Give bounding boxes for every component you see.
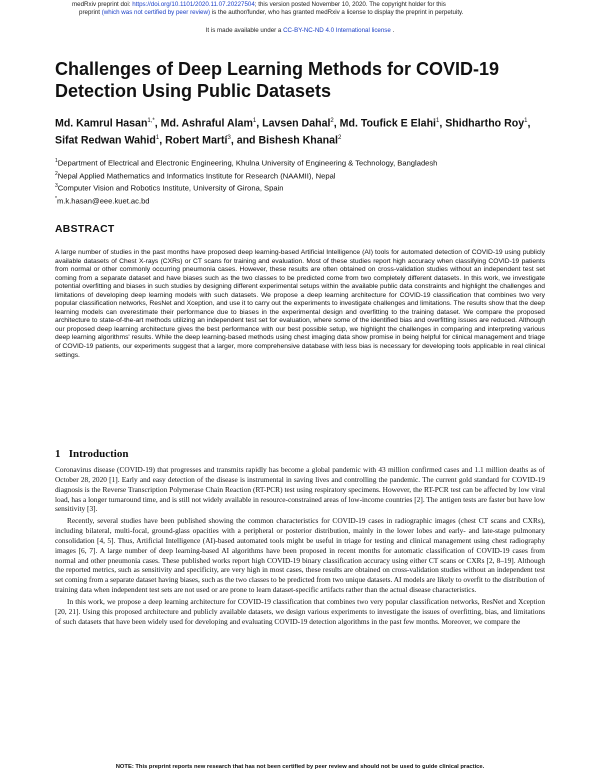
author-name: Sifat Redwan Wahid <box>55 134 156 147</box>
affiliation-item: $^3$Computer Vision and Robotics Institute, University of Girona, Spain <box>55 183 284 193</box>
paragraph: Coronavirus disease (COVID-19) that progresses and transmits rapidly has become a global pandemic with 43 million confirmed cases and 1.1 million deaths as of October 28, 2020 [1]. Early and easy detection of the disease is instrumental in saving lives and controlling the pandemic. The current gold standard for COVID-19 diagnosis is the Reverse Transcription Polymerase Chain Reaction (RT-PCR) test using respiratory specimens. However, the RT-PCR test can be affected by low viral load, has a longer turnaround time, and is still not widely available in resource-constrained areas of low-income countries [2]. The antigen tests are faster but have low sensitivity [3]. <box>55 465 545 514</box>
author-name: Lavsen Dahal <box>262 117 331 130</box>
peer-review-note: (which was not certified by peer review) <box>101 9 211 16</box>
header-line-license: It is made available under a CC-BY-NC-ND 4.0 International license . <box>205 27 395 34</box>
section-heading-introduction <box>55 448 128 460</box>
doi-link[interactable]: https://doi.org/10.1101/2020.11.07.20227504 <box>132 1 255 8</box>
corresponding-email: *m.k.hasan@eee.kuet.ac.bd <box>55 195 150 206</box>
paragraph: Recently, several studies have been published showing the common characteristics for COVID-19 cases in radiographic images (chest CT scans and CXRs), including bilateral, multi-focal, ground-glass opacities with a peripheral or posterior distribution, mainly in the lower lobes and early- and late-stage pulmonary consolidation [4, 5]. Thus, Artificial Intelligence (AI)-based automated tools might be useful in triage for testing and clinical management using chest radiography images [6, 7]. A large number of deep learning-based AI algorithms have been proposed in recent months for automatic classification of COVID-19 cases from normal and other pneumonia cases. These published works report high COVID-19 binary classification accuracy using either CT scans or CXRs [2, 8–19]. Although the reported metrics, such as sensitivity and specificity, are very high in most cases, these results are obtained on cross-validation studies without an independent test set coming from a separate dataset having biases, such as the two classes to be predicted from two unique datasets. AI models are likely to overfit to the distribution of training data when independent test sets are not used or are prone to learn dataset-specific artifacts rather than the actual disease characteristics. <box>55 516 545 595</box>
affiliations <box>55 156 555 206</box>
header-line-license-holder: preprint (which was not certified by peer review) is the author/funder, who has granted medRxiv a license to display the preprint in perpetuity. <box>79 9 464 16</box>
paragraph: In this work, we propose a deep learning architecture for COVID-19 classification that combines two very popular classification networks, ResNet and Xception [20, 21]. Using this proposed architecture and publicly available datasets, we design various experiments to investigate the issues of overfitting, bias, and limitations of such datasets that have been widely used for developing and evaluating COVID-19 detection algorithms in the past few months. Moreover, we compare the <box>55 596 545 626</box>
preprint-footer-note: NOTE: This preprint reports new research that has not been certified by peer review and should not be used to guide clinical practice. <box>115 764 485 770</box>
author-name: Md. Toufick E Elahi <box>339 117 436 130</box>
paper-title: Challenges of Deep Learning Methods for COVID-19 Detection Using Public Datasets <box>55 59 500 101</box>
section-title: Introduction <box>68 448 129 460</box>
abstract-heading: ABSTRACT <box>55 224 115 235</box>
author-name: Md. Ashraful Alam <box>160 117 253 130</box>
author-name: Robert Martí <box>165 134 228 147</box>
license-link[interactable]: CC-BY-NC-ND 4.0 International license <box>283 27 391 34</box>
header-line-doi: medRxiv preprint doi: https://doi.org/10.1101/2020.11.07.20227504; this version posted November 10, 2020. The copyright holder for this <box>72 1 446 8</box>
author-list: Md. Kamrul Hasan$^{1,*}$, Md. Ashraful Alam$^1$, Lavsen Dahal$^2$, Md. Toufick E Elahi$^1$, Shidhartho Roy$^1$, Sifat Redwan Wahid$^1$, Robert Martí$^3$, and Bishesh Khanal$^2$ <box>55 117 531 147</box>
affiliation-item: $^2$Nepal Applied Mathematics and Informatics Institute for Research (NAAMII), Nepal <box>55 170 336 181</box>
abstract-text: A large number of studies in the past months have proposed deep learning-based Artificial Intelligence (AI) tools for automated detection of COVID-19 using publicly available datasets of Chest X-rays (CXRs) or CT scans for training and evaluation. Most of these studies report high accuracy when classifying COVID-19 patients from normal or other commonly occurring pneumonia cases. However, these results are often obtained on cross-validation studies without an independent test set coming from a separate dataset and have biases such as the two classes to be predicted come from two completely different datasets. In this work, we investigate potential overfitting and biases in such studies by designing different experimental setups within the available public data constraints and highlight the challenges and limitations of developing deep learning models with such datasets. We propose a deep learning architecture for COVID-19 classification that combines two very popular classification networks, ResNet and Xception, and use it to carry out the experiments to investigate challenges and limitations. The results show that the deep learning models can overestimate their performance due to biases in the experimental design and overfitting to the training dataset. We compare the proposed architecture to state-of-the-art methods utilizing an independent test set for evaluation, where some of the identified bias and overfitting issues are reduced. Although our proposed deep learning architecture gives the best performance with our best possible setup, we highlight the challenges in comparing and interpreting various deep learning algorithms' results. While the deep learning-based methods using chest imaging data show promise in being helpful for clinical management and triage of COVID-19 patients, our experiments suggest that a larger, more comprehensive database with less bias is necessary for developing tools applicable in real clinical settings. <box>55 249 545 359</box>
affiliation-item: $^1$Department of Electrical and Electronic Engineering, Khulna University of Engineering & Technology, Bangladesh <box>55 158 438 168</box>
introduction-body <box>55 465 545 629</box>
section-number: 1 <box>55 448 61 460</box>
author-name: Bishesh Khanal <box>258 134 338 147</box>
author-name: Md. Kamrul Hasan <box>55 117 148 130</box>
author-name: Shidhartho Roy <box>445 117 525 130</box>
